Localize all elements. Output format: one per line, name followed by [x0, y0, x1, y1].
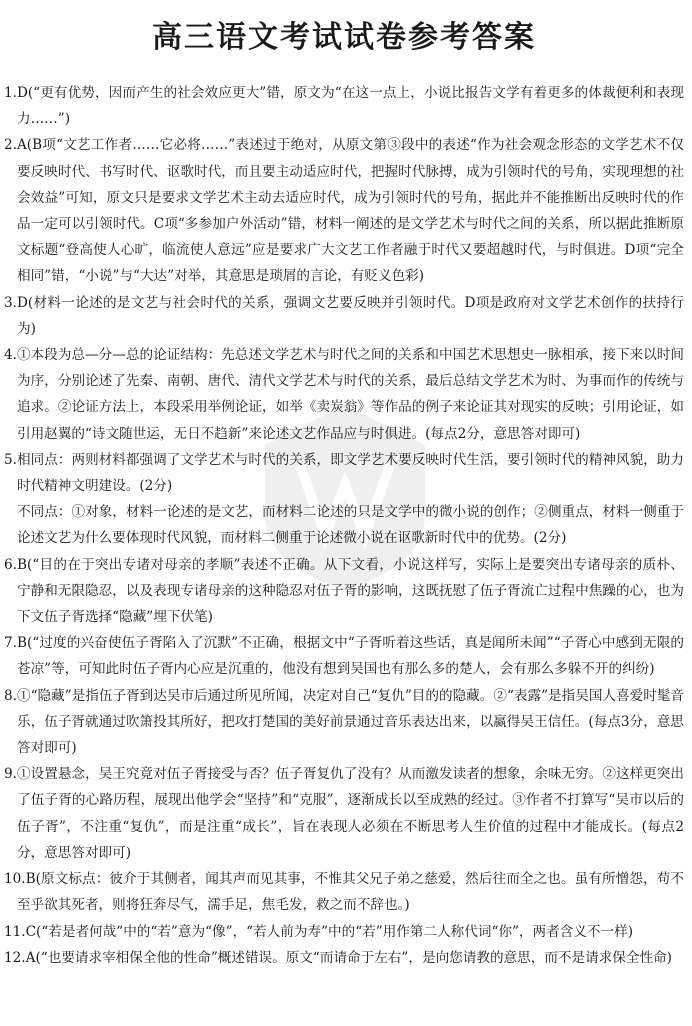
- answer-item-1: [4, 80, 684, 132]
- answer-number: 10.: [4, 871, 26, 888]
- answer-number: 12.: [4, 949, 26, 966]
- answer-item-10: [4, 866, 684, 918]
- answer-text: B(原文标点：彼介于其侧者，闻其声而见其事，不惟其父兄子弟之慈爱，然后往而全之也。虽有所憎怨，苟不至乎欲其死者，则将狂奔尽气，濡手足，焦毛发，救之而不辞也。): [17, 871, 684, 914]
- answer-text: B(“目的在于突出专诸对母亲的孝顺”表述不正确。从下文看，小说这样写，实际上是要突出专诸母亲的质朴、宁静和无限隐忍，以及表现专诸母亲的这种隐忍对伍子胥的影响，这既抚慰了伍子胥流亡过程中焦躁的心，也为下文伍子胥选择“隐藏”埋下伏笔): [16, 556, 684, 626]
- answer-number: 1.: [4, 85, 17, 101]
- page-title: 高三语文考试试卷参考答案: [152, 20, 536, 55]
- answer-item-12: [4, 945, 684, 971]
- answer-text: C(“若是者何哉”中的“若”意为“像”，“若人前为寿”中的“若”用作第二人称代词“你”，两者含义不一样): [25, 923, 633, 940]
- answer-text: D(材料一论述的是文艺与社会时代的关系，强调文艺要反映并引领时代。D项是政府对文学艺术创作的扶持行为): [16, 294, 684, 337]
- answer-item-5-continuation: 不同点：①对象，材料一论述的是文艺，而材料二论述的只是文学中的微小说的创作；②侧重点，材料一侧重于论述文艺为什么要体现时代风貌，而材料二侧重于论述微小说在讴歌新时代中的优势。(2分): [17, 504, 684, 547]
- answer-item-9: [4, 761, 684, 866]
- answer-item-4: [4, 342, 684, 447]
- answer-text: A(“也要请求宰相保全他的性命”概述错误。原文“而请命于左右”，是向您请教的意思，而不是请求保全性命): [25, 949, 672, 966]
- answer-text: ①本段为总—分—总的论证结构：先总述文学艺术与时代之间的关系和中国艺术思想史一脉相承，接下来以时间为序，分别论述了先秦、南朝、唐代、清代文学艺术与时代的关系，最后总结文学艺术为时、为事而作的传统与追求。②论证方法上，本段采用举例论证，如举《卖炭翁》等作品的例子来论证其对现实的反映；引用论证，如引用赵翼的“诗文随世运，无日不趋新”来论述文艺作品应与时俱进。(每点2分，意思答对即可): [16, 347, 684, 442]
- answer-item-8: [4, 683, 684, 762]
- answer-number: 4.: [4, 347, 17, 364]
- answer-text: A(B项“文艺工作者……它必将……”表述过于绝对，从原文第③段中的表述“作为社会观念形态的文学艺术不仅要反映时代、书写时代、讴歌时代，而且要主动适应时代，把握时代脉搏，成为引领时代的号角，实现理想的社会效益”可知，原文只是要求文学艺术主动去适应时代，成为引领时代的号角，据此并不能推断出反映时代的作品一定可以引领时代。C项“多参加户外活动”错，材料一阐述的是文学艺术与时代之间的关系，所以据此推断原文标题“登高使人心旷，临流使人意远”应是要求广大文艺工作者融于时代又要超越时代，与时俱进。D项“完全相同”错，“小说”与“大达”对举，其意思是琐屑的言论，有贬义色彩): [16, 137, 684, 285]
- answer-text: B(“过度的兴奋使伍子胥陷入了沉默”不正确，根据文中“子胥听着这些话，真是闻所未闻”“子胥心中感到无限的苍凉”等，可知此时伍子胥内心应是沉重的，他没有想到吴国也有那么多的楚人，会有那么多躲不开的纠纷): [16, 635, 684, 678]
- answer-number: 11.: [4, 923, 26, 940]
- answer-number: 5.: [4, 451, 17, 468]
- answer-item-6: [4, 552, 684, 631]
- answer-text: D(“更有优势，因而产生的社会效应更大”错，原文为“在这一点上，小说比报告文学有着更多的体裁便利和表现力……”): [16, 85, 684, 128]
- answer-number: 8.: [4, 687, 17, 704]
- answer-number: 3.: [4, 294, 17, 311]
- answer-text: ①“隐藏”是指伍子胥到达吴市后通过所见所闻，决定对自己“复仇”目的的隐藏。②“表露”是指吴国人喜爱时髦音乐，伍子胥就通过吹箫投其所好，把攻打楚国的美好前景通过音乐表达出来，以赢得吴王信任。(每点3分，意思答对即可): [16, 687, 684, 757]
- answer-list: [4, 80, 684, 971]
- answer-item-2: [4, 132, 684, 289]
- answer-number: 7.: [4, 635, 17, 652]
- answer-text: 相同点：两则材料都强调了文学艺术与时代的关系，即文学艺术要反映时代生活，要引领时代的精神风貌，助力时代精神文明建设。(2分): [16, 451, 684, 495]
- answer-item-5: [4, 447, 684, 499]
- answer-number: 6.: [4, 556, 17, 573]
- answer-number: 9.: [4, 766, 17, 783]
- answer-item-11: [4, 919, 684, 945]
- answer-text: ①设置悬念，吴王究竟对伍子胥接受与否？伍子胥复仇了没有？从而激发读者的想象，余味无穷。②这样更突出了伍子胥的心路历程，展现出他学会“坚持”和“克服”，逐渐成长以至成熟的经过。③作者不打算写“吴市以后的伍子胥”，不注重“复仇”，而是注重“成长”，旨在表现人必须在不断思考人生价值的过程中才能成长。(每点2分，意思答对即可): [16, 766, 684, 861]
- answer-item-7: [4, 630, 684, 682]
- answer-item-3: [4, 290, 684, 342]
- answer-number: 2.: [4, 137, 17, 154]
